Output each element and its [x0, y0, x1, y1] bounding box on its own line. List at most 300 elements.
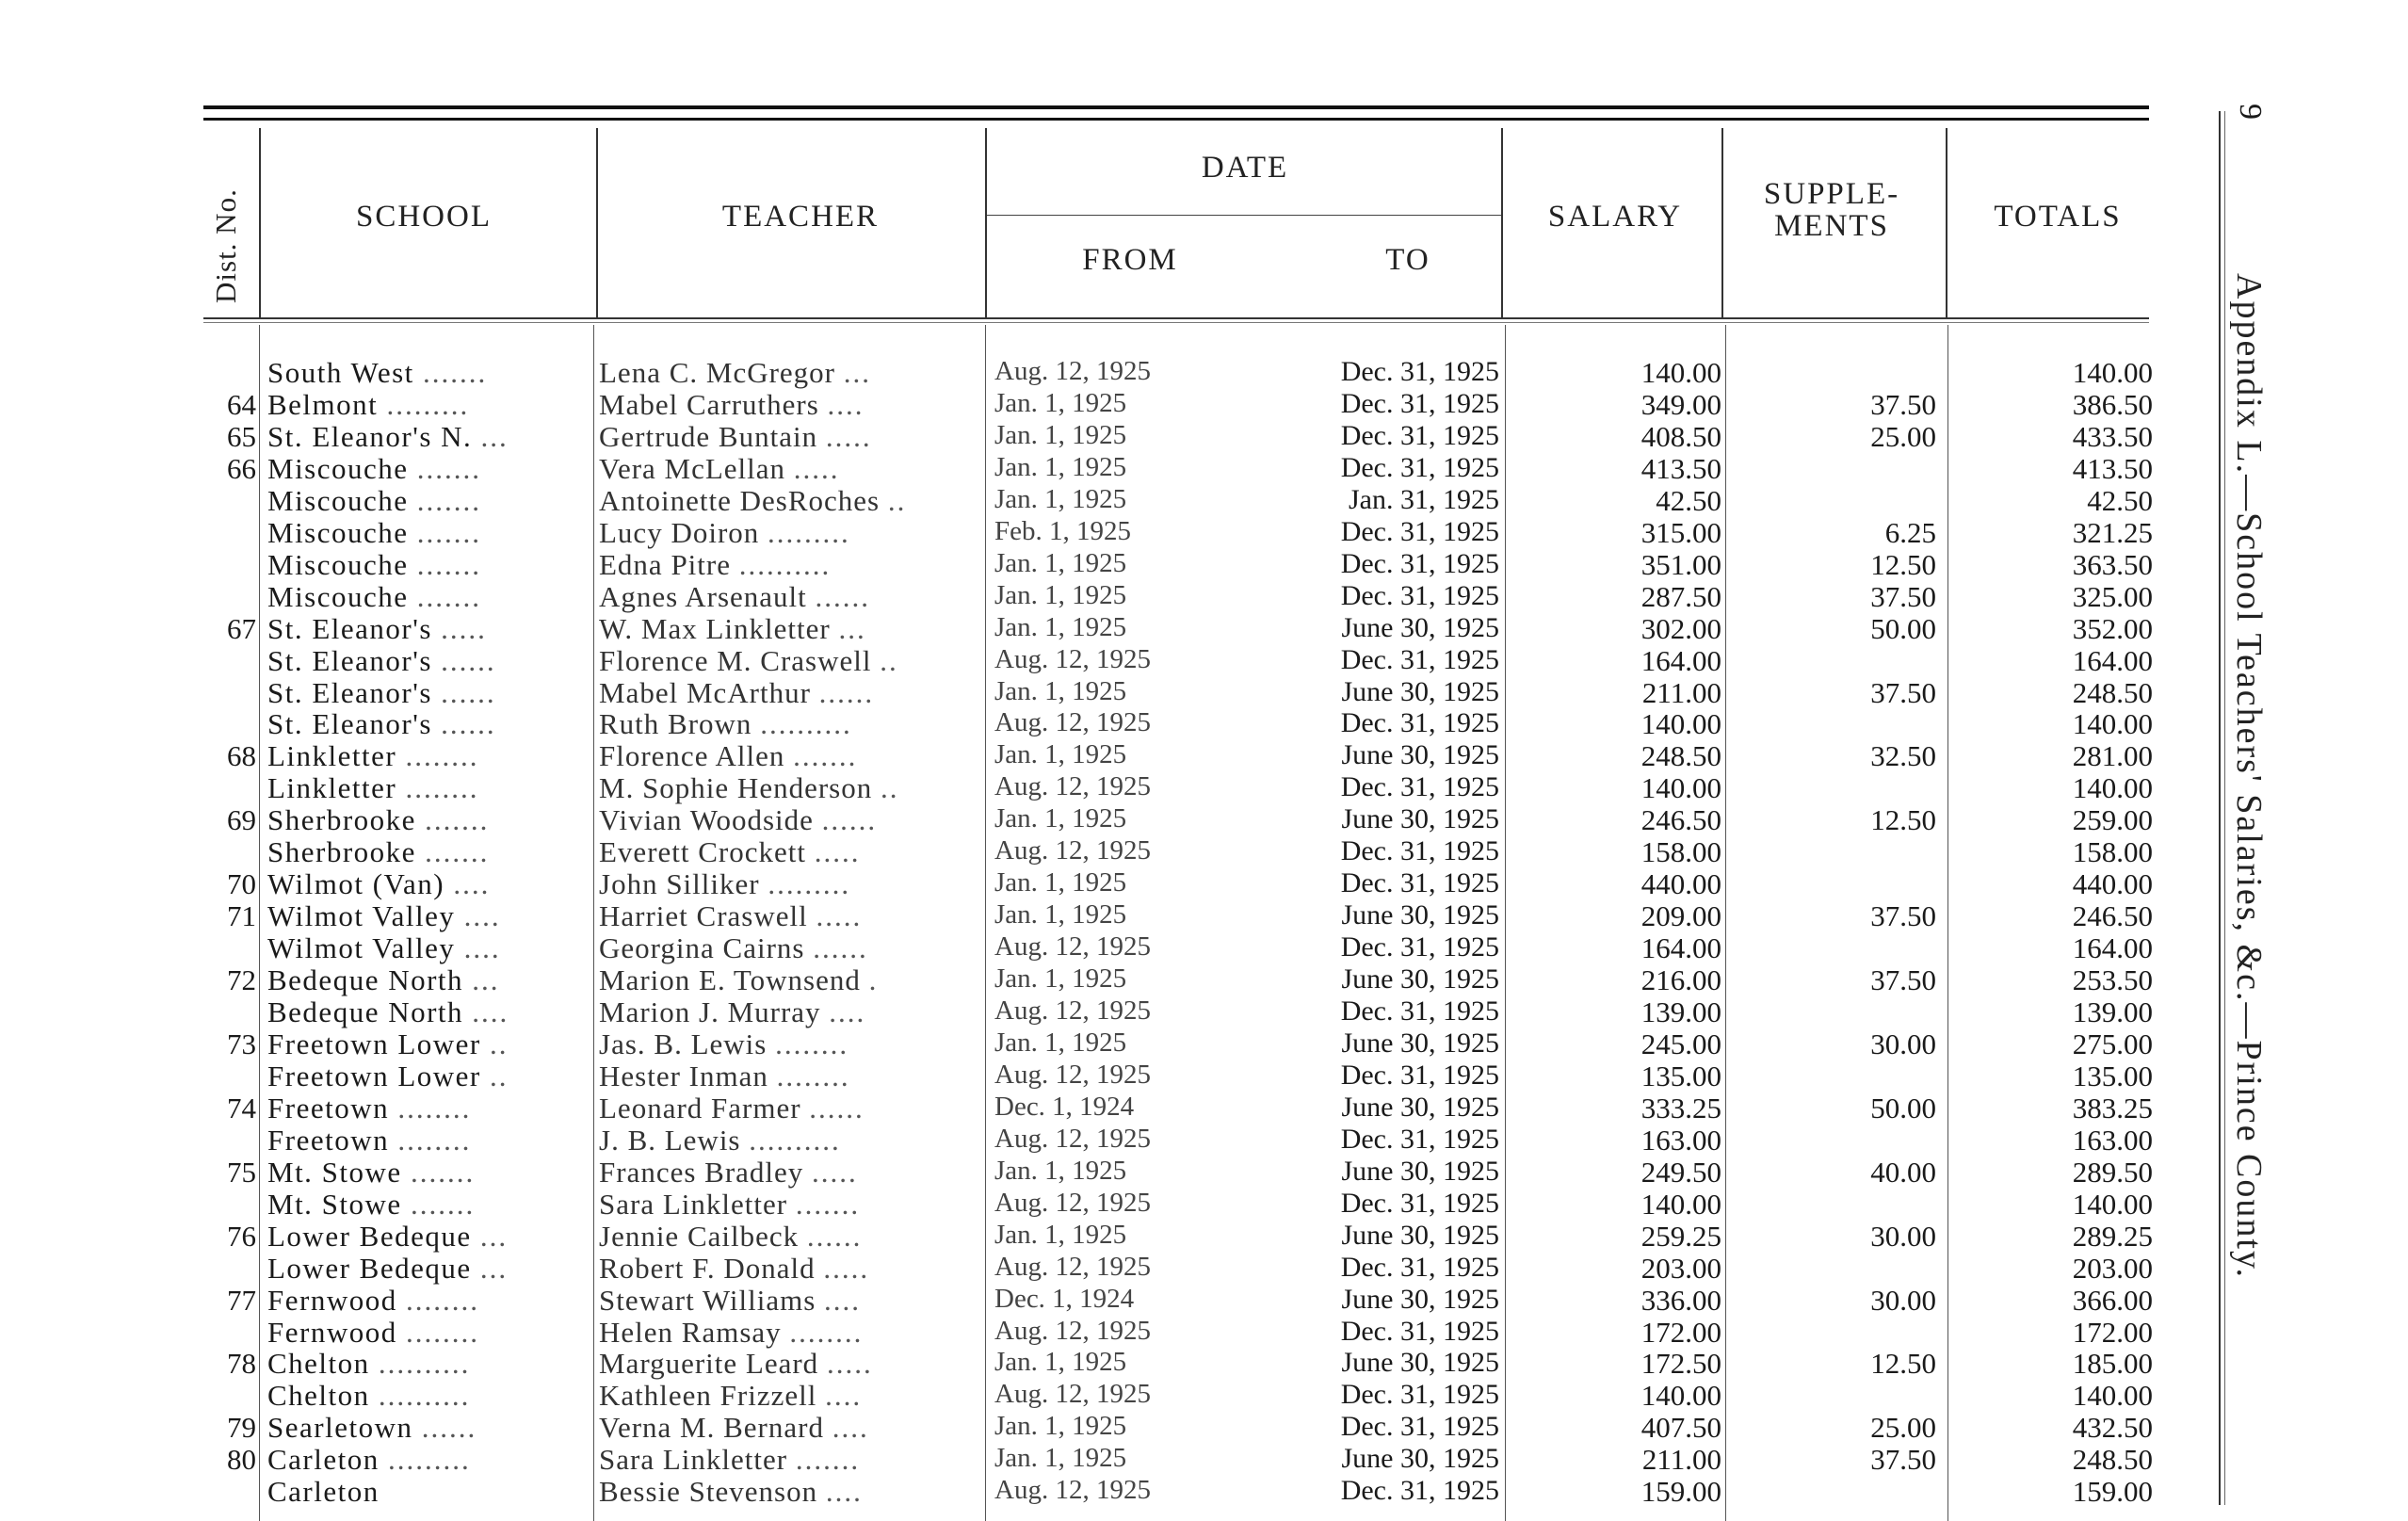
school-cell [267, 835, 593, 869]
school-name: Belmont [267, 387, 379, 421]
school-cell [267, 612, 593, 646]
school-cell [267, 548, 593, 582]
table-row [0, 867, 2166, 899]
date-from-cell: Aug. 12, 1925 [994, 931, 1151, 963]
date-from-cell: Aug. 12, 1925 [994, 1475, 1151, 1506]
school-name: Fernwood [267, 1283, 397, 1317]
leader-dots: ..... [814, 835, 861, 869]
total-cell: 363.50 [2072, 547, 2153, 581]
date-to-cell: June 30, 1925 [1341, 1443, 1499, 1475]
salary-cell: 349.00 [1640, 387, 1721, 421]
teacher-name: Marguerite Leard [599, 1347, 819, 1381]
date-to-cell: June 30, 1925 [1341, 1027, 1499, 1059]
header-to: TO [1385, 243, 1430, 277]
total-cell: 159.00 [2072, 1475, 2153, 1509]
teacher-cell [599, 420, 981, 454]
date-to-cell: Dec. 31, 1925 [1340, 1411, 1499, 1443]
teacher-name: Jennie Cailbeck [599, 1219, 800, 1253]
date-from-cell: Aug. 12, 1925 [994, 1059, 1151, 1090]
supplements-cell: 37.50 [1870, 579, 1936, 613]
total-cell: 164.00 [2072, 931, 2153, 965]
teacher-cell [599, 644, 981, 678]
school-cell [267, 1027, 593, 1061]
leader-dots: ........ [776, 1059, 850, 1092]
teacher-name: Robert F. Donald [599, 1251, 816, 1285]
date-to-cell: June 30, 1925 [1341, 803, 1499, 835]
salary-cell: 42.50 [1656, 483, 1721, 517]
header-school: SCHOOL [355, 200, 493, 234]
leader-dots: ...... [821, 803, 878, 837]
column-rule [1501, 128, 1503, 318]
date-from-cell: Jan. 1, 1925 [994, 547, 1127, 578]
teacher-cell [599, 899, 981, 933]
school-name: South West [267, 356, 414, 389]
date-from-cell: Jan. 1, 1925 [994, 1027, 1127, 1058]
teacher-name: Stewart Williams [599, 1283, 816, 1317]
table-row [0, 1316, 2166, 1348]
school-name: Sherbrooke [267, 835, 416, 869]
leader-dots: ... [479, 1251, 509, 1285]
teacher-name: Marion E. Townsend [599, 963, 861, 997]
teacher-name: Lucy Doiron [599, 515, 760, 549]
table-row [0, 963, 2166, 995]
salary-cell: 333.25 [1640, 1091, 1721, 1125]
header-supplements-line1: SUPPLE- [1763, 177, 1900, 211]
leader-dots: ......... [388, 1443, 471, 1477]
dist-no-cell: 72 [227, 963, 256, 997]
supplements-cell: 37.50 [1870, 387, 1936, 421]
salary-cell: 140.00 [1640, 1187, 1721, 1221]
school-name: St. Eleanor's N. [267, 419, 473, 453]
margin-rule [2219, 111, 2221, 1505]
leader-dots: ........ [405, 1315, 479, 1349]
top-double-rule [203, 105, 2149, 121]
leader-dots: .. [880, 771, 899, 805]
table-row [0, 1220, 2166, 1252]
table-row [0, 452, 2166, 484]
table-row [0, 739, 2166, 771]
date-from-cell: Aug. 12, 1925 [994, 1251, 1151, 1282]
supplements-cell: 37.50 [1870, 675, 1936, 709]
column-rule [596, 128, 598, 318]
teacher-name: Mabel Carruthers [599, 387, 819, 421]
total-cell: 140.00 [2072, 1187, 2153, 1221]
date-from-cell: Jan. 1, 1925 [994, 451, 1127, 482]
leader-dots: .... [825, 1475, 863, 1509]
teacher-name: John Silliker [599, 867, 760, 901]
salary-cell: 245.00 [1640, 1027, 1721, 1060]
total-cell: 158.00 [2072, 835, 2153, 869]
teacher-cell [599, 1060, 981, 1093]
school-name: Lower Bedeque [267, 1251, 472, 1285]
date-to-cell: Dec. 31, 1925 [1340, 1059, 1499, 1091]
running-side-title: Appendix L.—School Teachers' Salaries, &c.—Prince County. [2229, 273, 2269, 1279]
school-name: Bedeque North [267, 995, 464, 1028]
date-to-cell: June 30, 1925 [1341, 963, 1499, 995]
leader-dots: .... [463, 931, 501, 965]
leader-dots: ... [479, 1219, 509, 1253]
table-row [0, 484, 2166, 516]
leader-dots: ..... [812, 1155, 858, 1189]
date-to-cell: June 30, 1925 [1341, 1347, 1499, 1379]
leader-dots: ...... [806, 1219, 863, 1253]
school-name: Linkletter [267, 771, 397, 805]
teacher-name: Georgina Cairns [599, 931, 805, 965]
leader-dots: ...... [441, 675, 496, 709]
leader-dots: ....... [416, 451, 482, 485]
date-to-cell: June 30, 1925 [1341, 611, 1499, 643]
leader-dots: ...... [441, 707, 496, 741]
school-cell [267, 803, 593, 837]
date-to-cell: Dec. 31, 1925 [1340, 835, 1499, 867]
date-to-cell: Dec. 31, 1925 [1340, 707, 1499, 739]
leader-dots: ........ [775, 1027, 849, 1060]
dist-no-cell: 78 [227, 1347, 256, 1381]
school-cell [267, 1347, 593, 1381]
date-to-cell: Dec. 31, 1925 [1340, 867, 1499, 899]
dist-no-cell: 71 [227, 899, 256, 933]
supplements-cell: 32.50 [1870, 739, 1936, 773]
school-name: Freetown Lower [267, 1059, 481, 1092]
table-row [0, 1252, 2166, 1284]
date-from-cell: Jan. 1, 1925 [994, 803, 1127, 834]
table-row [0, 548, 2166, 580]
school-name: Chelton [267, 1347, 370, 1381]
school-cell [267, 707, 593, 741]
table-row [0, 612, 2166, 644]
date-to-cell: Dec. 31, 1925 [1340, 1475, 1499, 1507]
teacher-cell [599, 1124, 981, 1157]
date-to-cell: Dec. 31, 1925 [1340, 451, 1499, 483]
table-row [0, 707, 2166, 739]
date-to-cell: Dec. 31, 1925 [1340, 1315, 1499, 1347]
salary-cell: 159.00 [1640, 1475, 1721, 1509]
leader-dots: ....... [416, 515, 482, 549]
teacher-name: Ruth Brown [599, 707, 752, 741]
school-cell [267, 1188, 593, 1222]
leader-dots: ... [480, 419, 509, 453]
dist-no-cell: 75 [227, 1155, 256, 1189]
teacher-name: W. Max Linkletter [599, 611, 831, 645]
date-to-cell: Dec. 31, 1925 [1340, 1123, 1499, 1155]
date-from-cell: Jan. 1, 1925 [994, 1443, 1127, 1474]
teacher-name: Gertrude Buntain [599, 419, 818, 453]
teacher-name: Frances Bradley [599, 1155, 804, 1189]
total-cell: 203.00 [2072, 1251, 2153, 1285]
date-to-cell: Dec. 31, 1925 [1340, 643, 1499, 675]
dist-no-cell: 66 [227, 451, 256, 485]
salary-cell: 351.00 [1640, 547, 1721, 581]
date-to-cell: Dec. 31, 1925 [1340, 515, 1499, 547]
date-from-cell: Aug. 12, 1925 [994, 835, 1151, 866]
total-cell: 325.00 [2072, 579, 2153, 613]
teacher-name: Marion J. Murray [599, 995, 821, 1028]
header-bottom-rule [203, 317, 2149, 319]
teacher-cell [599, 1027, 981, 1061]
total-cell: 42.50 [2087, 483, 2153, 517]
table-row [0, 1347, 2166, 1379]
margin-rule-thin [2224, 111, 2225, 1505]
teacher-name: Hester Inman [599, 1059, 768, 1092]
school-name: Miscouche [267, 515, 409, 549]
leader-dots: ......... [768, 867, 851, 901]
date-from-cell: Aug. 12, 1925 [994, 1315, 1151, 1346]
leader-dots: .... [832, 1411, 869, 1445]
teacher-name: Florence Allen [599, 739, 785, 773]
total-cell: 432.50 [2072, 1411, 2153, 1445]
teacher-cell [599, 803, 981, 837]
total-cell: 275.00 [2072, 1027, 2153, 1060]
salary-cell: 287.50 [1640, 579, 1721, 613]
teacher-cell [599, 548, 981, 582]
table-row [0, 899, 2166, 931]
date-to-cell: June 30, 1925 [1341, 899, 1499, 931]
salary-cell: 172.00 [1640, 1315, 1721, 1349]
salary-cell: 440.00 [1640, 867, 1721, 901]
table-row [0, 644, 2166, 676]
date-to-cell: Dec. 31, 1925 [1340, 579, 1499, 611]
date-from-cell: Jan. 1, 1925 [994, 419, 1127, 450]
dist-no-cell: 79 [227, 1411, 256, 1445]
leader-dots: ....... [416, 579, 482, 613]
teacher-cell [599, 1411, 981, 1445]
leader-dots: .... [824, 1283, 862, 1317]
table-row [0, 1092, 2166, 1124]
teacher-cell [599, 1284, 981, 1318]
school-name: Miscouche [267, 547, 409, 581]
leader-dots: .... [463, 899, 501, 933]
leader-dots: ...... [818, 675, 875, 709]
salary-cell: 211.00 [1641, 675, 1721, 709]
leader-dots: ...... [815, 579, 871, 613]
date-to-cell: June 30, 1925 [1341, 1283, 1499, 1315]
teacher-cell [599, 388, 981, 422]
leader-dots: ..... [823, 1251, 870, 1285]
leader-dots: . [868, 963, 879, 997]
supplements-cell: 6.25 [1884, 515, 1936, 549]
table-row [0, 1188, 2166, 1220]
school-name: Freetown Lower [267, 1027, 481, 1060]
school-cell [267, 963, 593, 997]
school-name: Wilmot Valley [267, 899, 456, 933]
leader-dots: .......... [378, 1347, 471, 1381]
school-cell [267, 644, 593, 678]
leader-dots: .......... [749, 1123, 841, 1157]
column-rule [985, 128, 987, 318]
teacher-name: Vera McLellan [599, 451, 786, 485]
leader-dots: .. [490, 1027, 509, 1060]
total-cell: 321.25 [2072, 515, 2153, 549]
column-rule [259, 128, 261, 318]
school-cell [267, 1124, 593, 1157]
school-cell [267, 739, 593, 773]
total-cell: 383.25 [2072, 1091, 2153, 1125]
header-teacher: TEACHER [721, 200, 880, 234]
supplements-cell: 50.00 [1870, 611, 1936, 645]
date-to-cell: June 30, 1925 [1341, 675, 1499, 707]
leader-dots: ....... [410, 1155, 476, 1189]
teacher-cell [599, 1347, 981, 1381]
leader-dots: .......... [378, 1379, 471, 1413]
table-row [0, 771, 2166, 803]
date-from-cell: Jan. 1, 1925 [994, 387, 1127, 418]
dist-no-cell: 73 [227, 1027, 256, 1060]
column-rule [1721, 128, 1723, 318]
header-dist-no: Dist. No. [209, 188, 242, 303]
date-to-cell: Dec. 31, 1925 [1340, 356, 1499, 387]
teacher-cell [599, 580, 981, 614]
dist-no-cell: 80 [227, 1443, 256, 1477]
total-cell: 366.00 [2072, 1283, 2153, 1317]
total-cell: 281.00 [2072, 739, 2153, 773]
school-cell [267, 1379, 593, 1413]
school-name: Lower Bedeque [267, 1219, 472, 1253]
teacher-cell [599, 452, 981, 486]
teacher-name: Antoinette DesRoches [599, 483, 881, 517]
salary-cell: 246.50 [1640, 803, 1721, 837]
teacher-name: Sara Linkletter [599, 1443, 788, 1477]
supplements-cell: 30.00 [1870, 1219, 1936, 1253]
salary-cell: 140.00 [1640, 1379, 1721, 1413]
date-to-cell: Dec. 31, 1925 [1340, 1187, 1499, 1219]
school-name: Fernwood [267, 1315, 397, 1349]
school-cell [267, 995, 593, 1029]
date-to-cell: Dec. 31, 1925 [1340, 1251, 1499, 1283]
teacher-cell [599, 835, 981, 869]
school-cell [267, 516, 593, 550]
date-from-cell: Aug. 12, 1925 [994, 1187, 1151, 1218]
date-to-cell: Dec. 31, 1925 [1340, 1379, 1499, 1411]
date-from-cell: Jan. 1, 1925 [994, 1411, 1127, 1442]
salary-cell: 413.50 [1640, 451, 1721, 485]
school-name: Wilmot Valley [267, 931, 456, 965]
total-cell: 140.00 [2072, 356, 2153, 389]
school-name: Mt. Stowe [267, 1187, 402, 1221]
school-name: Sherbrooke [267, 803, 416, 837]
school-name: Wilmot (Van) [267, 867, 445, 901]
supplements-cell: 12.50 [1870, 803, 1936, 837]
date-from-cell: Jan. 1, 1925 [994, 611, 1127, 642]
school-name: Carleton [267, 1475, 380, 1509]
table-row [0, 1060, 2166, 1092]
total-cell: 289.50 [2072, 1155, 2153, 1189]
leader-dots: ....... [425, 835, 490, 869]
date-from-cell: Aug. 12, 1925 [994, 995, 1151, 1026]
school-cell [267, 931, 593, 965]
leader-dots: ........ [789, 1315, 864, 1349]
table-row [0, 1379, 2166, 1411]
leader-dots: ........ [397, 1091, 472, 1125]
school-name: Carleton [267, 1443, 380, 1477]
supplements-cell: 25.00 [1870, 1411, 1936, 1445]
teacher-name: Agnes Arsenault [599, 579, 807, 613]
teacher-cell [599, 1252, 981, 1286]
date-to-cell: Dec. 31, 1925 [1340, 387, 1499, 419]
school-name: Miscouche [267, 451, 409, 485]
salary-cell: 216.00 [1640, 963, 1721, 997]
teacher-cell [599, 867, 981, 901]
total-cell: 140.00 [2072, 771, 2153, 805]
teacher-cell [599, 612, 981, 646]
leader-dots: .. [880, 643, 898, 677]
school-name: St. Eleanor's [267, 611, 432, 645]
teacher-cell [599, 1092, 981, 1125]
date-from-cell: Dec. 1, 1924 [994, 1283, 1135, 1314]
teacher-name: Bessie Stevenson [599, 1475, 818, 1509]
school-name: Bedeque North [267, 963, 464, 997]
salary-cell: 302.00 [1640, 611, 1721, 645]
table-row [0, 1124, 2166, 1156]
supplements-cell: 30.00 [1870, 1283, 1936, 1317]
table-row [0, 388, 2166, 420]
total-cell: 413.50 [2072, 451, 2153, 485]
leader-dots: .... [825, 1379, 863, 1413]
table-row [0, 356, 2166, 388]
leader-dots: ....... [410, 1187, 476, 1221]
dist-no-cell: 70 [227, 867, 256, 901]
leader-dots: ... [472, 963, 500, 997]
teacher-name: Harriet Craswell [599, 899, 808, 933]
school-cell [267, 1092, 593, 1125]
salary-cell: 315.00 [1640, 515, 1721, 549]
table-row [0, 1411, 2166, 1443]
school-name: Searletown [267, 1411, 413, 1445]
total-cell: 163.00 [2072, 1123, 2153, 1157]
date-from-cell: Jan. 1, 1925 [994, 1219, 1127, 1250]
supplements-cell: 37.50 [1870, 963, 1936, 997]
table-row [0, 1284, 2166, 1316]
school-name: Mt. Stowe [267, 1155, 402, 1189]
total-cell: 140.00 [2072, 707, 2153, 741]
total-cell: 246.50 [2072, 899, 2153, 933]
school-cell [267, 388, 593, 422]
teacher-cell [599, 356, 981, 390]
date-to-cell: Jan. 31, 1925 [1349, 483, 1499, 515]
salary-cell: 248.50 [1640, 739, 1721, 773]
school-name: Chelton [267, 1379, 370, 1413]
date-from-cell: Jan. 1, 1925 [994, 675, 1127, 706]
date-to-cell: Dec. 31, 1925 [1340, 931, 1499, 963]
school-name: Miscouche [267, 483, 409, 517]
total-cell: 259.00 [2072, 803, 2153, 837]
table-row [0, 516, 2166, 548]
total-cell: 253.50 [2072, 963, 2153, 997]
teacher-cell [599, 1188, 981, 1222]
date-from-cell: Aug. 12, 1925 [994, 707, 1151, 738]
table-row [0, 803, 2166, 835]
leader-dots: ........ [405, 771, 479, 805]
date-from-cell: Jan. 1, 1925 [994, 483, 1127, 514]
leader-dots: ....... [416, 547, 482, 581]
leader-dots: .. [887, 483, 907, 517]
page-number: 9 [2233, 104, 2268, 120]
teacher-name: Florence M. Craswell [599, 643, 872, 677]
school-name: Freetown [267, 1091, 390, 1125]
teacher-cell [599, 516, 981, 550]
school-cell [267, 1316, 593, 1350]
date-from-cell: Aug. 12, 1925 [994, 643, 1151, 674]
salary-cell: 139.00 [1640, 995, 1721, 1028]
dist-no-cell: 77 [227, 1283, 256, 1317]
school-name: St. Eleanor's [267, 675, 432, 709]
date-from-cell: Jan. 1, 1925 [994, 1155, 1127, 1186]
school-cell [267, 420, 593, 454]
supplements-cell: 50.00 [1870, 1091, 1936, 1125]
leader-dots: ....... [795, 1443, 861, 1477]
table-row [0, 1443, 2166, 1475]
leader-dots: ........ [397, 1123, 472, 1157]
leader-dots: ...... [421, 1411, 477, 1445]
